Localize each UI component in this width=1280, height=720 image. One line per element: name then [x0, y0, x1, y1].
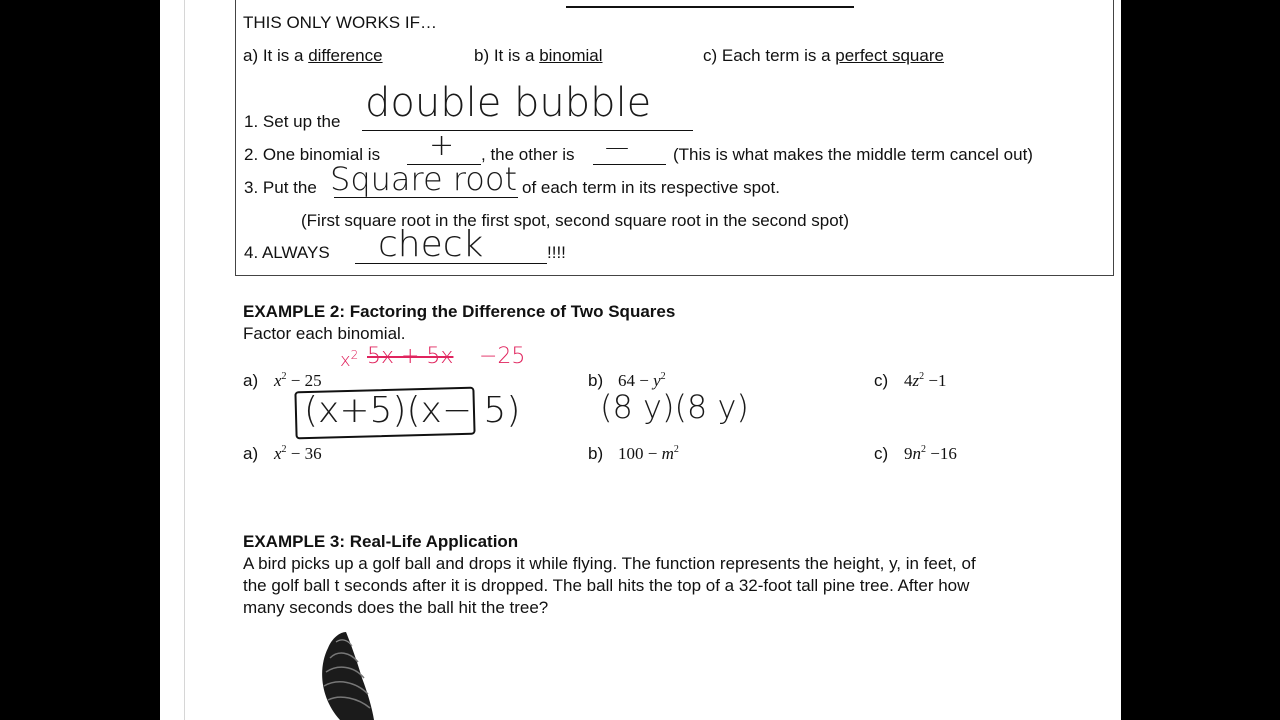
example-3-line-3: many seconds does the ball hit the tree? — [243, 598, 549, 617]
bird-wing-illustration — [310, 628, 380, 720]
condition-a-word: difference — [308, 46, 383, 65]
red-work-x-base: x — [340, 350, 351, 371]
problem-row2-c-exp: 2 — [921, 444, 926, 455]
condition-a-prefix: a) It is a — [243, 46, 309, 65]
problem-row2-c-coef: 9 — [904, 444, 913, 463]
step-2-minus-answer: — — [605, 133, 629, 161]
red-work-x-exp: 2 — [350, 348, 359, 362]
problem-row2-b-exp: 2 — [673, 444, 679, 455]
problem-row1-a-rest: − 25 — [286, 371, 322, 390]
example-3-line-1: A bird picks up a golf ball and drops it while flying. The function represents the height, y, in feet, of — [243, 554, 976, 573]
page-edge-line — [184, 0, 185, 720]
header-rule — [566, 6, 854, 8]
condition-b-word: binomial — [539, 46, 603, 65]
problem-row1-a-label: a) — [243, 371, 259, 390]
problem-row2-b-var: m — [661, 444, 674, 463]
step-3-rest: of each term in its respective spot. — [522, 178, 780, 197]
example-2-title: EXAMPLE 2: Factoring the Difference of Two Squares — [243, 302, 676, 321]
example-3-title: EXAMPLE 3: Real-Life Application — [243, 532, 519, 551]
problem-row1-a — [274, 371, 322, 391]
step-2-text: 2. One binomial is — [244, 145, 381, 164]
problem-row1-c — [904, 371, 946, 391]
problem-row1-c-rest: −1 — [924, 371, 947, 390]
problem-row2-c-label: c) — [874, 444, 889, 463]
conditions-heading: THIS ONLY WORKS IF… — [243, 13, 437, 32]
problem-row1-c-coef: 4 — [904, 371, 913, 390]
step-3-answer: Square root — [330, 160, 517, 198]
step-1-blank — [362, 130, 693, 131]
step-2-blank-2 — [593, 164, 666, 165]
example-3-line-2: the golf ball t seconds after it is dropped. The ball hits the top of a 32-foot tall pine tree. After how — [243, 576, 970, 595]
red-work-x — [340, 348, 358, 371]
problem-row1-c-var: z — [912, 371, 920, 390]
problem-row1-c-label: c) — [874, 371, 889, 390]
problem-row1-a-exp: 2 — [281, 371, 287, 382]
step-2-middle: , the other is — [481, 145, 575, 164]
problem-row2-a-rest: − 36 — [286, 444, 322, 463]
step-3-text: 3. Put the — [244, 178, 317, 197]
condition-b-prefix: b) It is a — [474, 46, 540, 65]
worksheet-page — [160, 0, 1121, 720]
problem-row2-a-exp: 2 — [281, 444, 287, 455]
problem-row2-c — [904, 444, 957, 464]
condition-c — [703, 46, 944, 66]
problem-row2-b-base: 100 − — [618, 444, 662, 463]
problem-row1-b-base: 64 − — [618, 371, 654, 390]
condition-a — [243, 46, 383, 66]
problem-row1-b-label: b) — [588, 371, 604, 390]
problem-row2-c-rest: −16 — [926, 444, 957, 463]
example-2-instruction: Factor each binomial. — [243, 324, 406, 343]
red-work-middle: 5x + 5x — [367, 344, 454, 369]
problem-row1-a-answer: (x+5)(x− 5) — [304, 390, 521, 431]
step-4-answer: check — [378, 224, 484, 265]
step-4-end: !!!! — [547, 243, 566, 262]
rules-box — [235, 0, 1114, 276]
problem-row1-b-work: (8 y)(8 y) — [600, 388, 749, 426]
condition-c-prefix: c) Each term is a — [703, 46, 836, 65]
step-4-text: 4. ALWAYS — [244, 243, 330, 262]
problem-row2-a-label: a) — [243, 444, 259, 463]
step-1-answer: double bubble — [365, 80, 652, 126]
condition-b — [474, 46, 603, 66]
problem-row1-b-exp: 2 — [660, 371, 666, 382]
problem-row1-b-var: y — [653, 371, 661, 390]
step-1-text: 1. Set up the — [244, 112, 341, 131]
step-2-plus-answer: + — [429, 128, 455, 163]
problem-row1-a-base: x — [274, 371, 282, 390]
step-2-note: (This is what makes the middle term cancel out) — [673, 145, 1033, 164]
problem-row1-c-exp: 2 — [919, 371, 925, 382]
problem-row2-b — [618, 444, 679, 464]
step-3-note: (First square root in the first spot, second square root in the second spot) — [301, 211, 850, 230]
problem-row2-a — [274, 444, 322, 464]
problem-row2-b-label: b) — [588, 444, 604, 463]
problem-row2-a-base: x — [274, 444, 282, 463]
problem-row2-c-var: n — [912, 444, 921, 463]
condition-c-word: perfect square — [835, 46, 944, 65]
red-work-end: −25 — [479, 344, 526, 369]
